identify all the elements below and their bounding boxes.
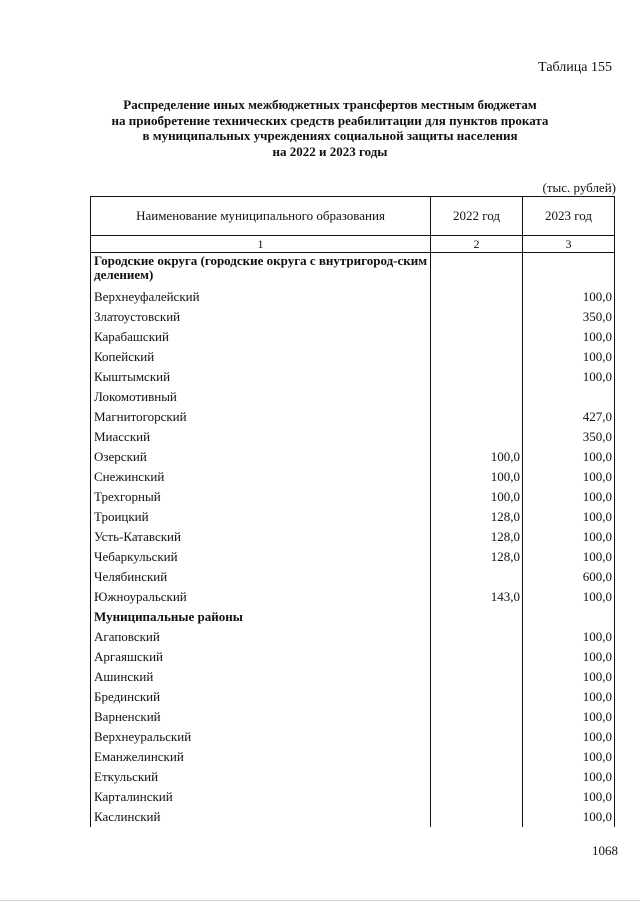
title-line-3: в муниципальных учреждениях социальной защиты населения bbox=[142, 128, 518, 143]
table-row bbox=[91, 627, 615, 647]
municipality-cell: Ашинский bbox=[91, 667, 431, 687]
value-2022-cell bbox=[431, 667, 523, 687]
value-2023-cell: 600,0 bbox=[523, 567, 615, 587]
value-2022-cell bbox=[431, 747, 523, 767]
value-2022-cell bbox=[431, 327, 523, 347]
group-header-row bbox=[91, 253, 615, 288]
municipality-cell: Верхнеуральский bbox=[91, 727, 431, 747]
table-row bbox=[91, 327, 615, 347]
title-line-1: Распределение иных межбюджетных трансфертов местным бюджетам bbox=[123, 97, 537, 112]
value-2022-cell bbox=[431, 647, 523, 667]
value-2022-cell bbox=[431, 707, 523, 727]
table-label: Таблица 155 bbox=[538, 60, 612, 75]
municipality-cell: Аргаяшский bbox=[91, 647, 431, 667]
table-row bbox=[91, 447, 615, 467]
municipality-cell: Златоустовский bbox=[91, 307, 431, 327]
table-row bbox=[91, 387, 615, 407]
value-2022-cell bbox=[431, 567, 523, 587]
municipality-cell: Еткульский bbox=[91, 767, 431, 787]
value-2022-cell bbox=[431, 807, 523, 827]
value-2022-cell: 100,0 bbox=[431, 447, 523, 467]
table-row bbox=[91, 667, 615, 687]
table-body bbox=[91, 253, 615, 828]
document-title bbox=[60, 97, 600, 159]
municipality-cell: Карталинский bbox=[91, 787, 431, 807]
table-row bbox=[91, 767, 615, 787]
value-2023-cell: 100,0 bbox=[523, 747, 615, 767]
value-2022-cell: 128,0 bbox=[431, 507, 523, 527]
table-row bbox=[91, 307, 615, 327]
municipality-cell: Челябинский bbox=[91, 567, 431, 587]
municipality-cell: Верхнеуфалейский bbox=[91, 287, 431, 307]
value-2023-cell: 100,0 bbox=[523, 367, 615, 387]
value-2023-cell: 100,0 bbox=[523, 467, 615, 487]
value-2022-cell: 128,0 bbox=[431, 547, 523, 567]
value-2023-cell: 100,0 bbox=[523, 627, 615, 647]
table-row bbox=[91, 287, 615, 307]
value-2023-cell: 100,0 bbox=[523, 327, 615, 347]
value-2023-cell: 350,0 bbox=[523, 307, 615, 327]
value-2022-cell bbox=[431, 347, 523, 367]
table-row bbox=[91, 507, 615, 527]
municipality-cell: Муниципальные районы bbox=[91, 607, 431, 627]
value-2023-cell: 100,0 bbox=[523, 447, 615, 467]
title-line-2: на приобретение технических средств реабилитации для пунктов проката bbox=[111, 112, 549, 128]
value-2022-cell bbox=[431, 387, 523, 407]
column-number: 2 bbox=[431, 236, 523, 253]
value-2023-cell: 350,0 bbox=[523, 427, 615, 447]
table-row bbox=[91, 427, 615, 447]
municipality-cell: Агаповский bbox=[91, 627, 431, 647]
value-2023-cell: 100,0 bbox=[523, 507, 615, 527]
value-2023-cell: 100,0 bbox=[523, 347, 615, 367]
value-2023-cell: 100,0 bbox=[523, 687, 615, 707]
value-2022-cell bbox=[431, 687, 523, 707]
value-2023-cell: 100,0 bbox=[523, 287, 615, 307]
table-row bbox=[91, 587, 615, 607]
table-row bbox=[91, 687, 615, 707]
header-row bbox=[91, 197, 615, 236]
municipality-cell: Еманжелинский bbox=[91, 747, 431, 767]
value-2022-cell: 100,0 bbox=[431, 467, 523, 487]
municipality-cell: Карабашский bbox=[91, 327, 431, 347]
table-row bbox=[91, 527, 615, 547]
value-2022-cell bbox=[431, 307, 523, 327]
value-2023-cell: 100,0 bbox=[523, 527, 615, 547]
table-row bbox=[91, 807, 615, 827]
value-2022-cell bbox=[431, 427, 523, 447]
municipality-cell: Копейский bbox=[91, 347, 431, 367]
table-row bbox=[91, 467, 615, 487]
value-2023-cell bbox=[523, 607, 615, 627]
value-2022-cell bbox=[431, 407, 523, 427]
header-2023: 2023 год bbox=[523, 197, 615, 236]
table-row bbox=[91, 567, 615, 587]
municipality-cell: Троицкий bbox=[91, 507, 431, 527]
municipality-cell: Снежинский bbox=[91, 467, 431, 487]
municipality-cell: Варненский bbox=[91, 707, 431, 727]
value-2022-cell bbox=[431, 787, 523, 807]
table-row bbox=[91, 367, 615, 387]
value-2022-cell bbox=[431, 727, 523, 747]
value-2023-cell bbox=[523, 253, 615, 288]
value-2023-cell: 100,0 bbox=[523, 807, 615, 827]
value-2022-cell bbox=[431, 627, 523, 647]
municipality-cell: Южноуральский bbox=[91, 587, 431, 607]
table-row bbox=[91, 407, 615, 427]
table-row bbox=[91, 487, 615, 507]
table-row bbox=[91, 727, 615, 747]
budget-table bbox=[90, 196, 615, 827]
value-2023-cell: 100,0 bbox=[523, 767, 615, 787]
page-number: 1068 bbox=[592, 843, 618, 858]
table-row bbox=[91, 747, 615, 767]
value-2022-cell bbox=[431, 607, 523, 627]
column-number-row bbox=[91, 236, 615, 253]
value-2022-cell: 100,0 bbox=[431, 487, 523, 507]
value-2023-cell: 427,0 bbox=[523, 407, 615, 427]
value-2023-cell: 100,0 bbox=[523, 787, 615, 807]
municipality-cell: Усть-Катавский bbox=[91, 527, 431, 547]
value-2022-cell: 128,0 bbox=[431, 527, 523, 547]
municipality-cell: Брединский bbox=[91, 687, 431, 707]
title-line-4: на 2022 и 2023 годы bbox=[272, 143, 388, 159]
value-2023-cell: 100,0 bbox=[523, 647, 615, 667]
header-2022: 2022 год bbox=[431, 197, 523, 236]
table-row bbox=[91, 787, 615, 807]
value-2022-cell bbox=[431, 287, 523, 307]
column-number: 1 bbox=[91, 236, 431, 253]
value-2023-cell: 100,0 bbox=[523, 707, 615, 727]
municipality-cell: Миасский bbox=[91, 427, 431, 447]
column-number: 3 bbox=[523, 236, 615, 253]
table-row bbox=[91, 647, 615, 667]
municipality-cell: Магнитогорский bbox=[91, 407, 431, 427]
value-2023-cell bbox=[523, 387, 615, 407]
units-label: (тыс. рублей) bbox=[542, 180, 616, 195]
group-header-row bbox=[91, 607, 615, 627]
value-2022-cell bbox=[431, 253, 523, 288]
municipality-cell: Локомотивный bbox=[91, 387, 431, 407]
municipality-cell: Городские округа (городские округа с внутригород-ским делением) bbox=[91, 253, 431, 288]
value-2023-cell: 100,0 bbox=[523, 547, 615, 567]
value-2022-cell: 143,0 bbox=[431, 587, 523, 607]
value-2023-cell: 100,0 bbox=[523, 587, 615, 607]
municipality-cell: Озерский bbox=[91, 447, 431, 467]
bottom-rule bbox=[0, 900, 640, 901]
municipality-cell: Чебаркульский bbox=[91, 547, 431, 567]
table-row bbox=[91, 547, 615, 567]
header-municipality: Наименование муниципального образования bbox=[91, 197, 431, 236]
municipality-cell: Каслинский bbox=[91, 807, 431, 827]
value-2023-cell: 100,0 bbox=[523, 667, 615, 687]
value-2022-cell bbox=[431, 367, 523, 387]
value-2023-cell: 100,0 bbox=[523, 487, 615, 507]
value-2022-cell bbox=[431, 767, 523, 787]
municipality-cell: Трехгорный bbox=[91, 487, 431, 507]
table-row bbox=[91, 707, 615, 727]
table-row bbox=[91, 347, 615, 367]
municipality-cell: Кыштымский bbox=[91, 367, 431, 387]
value-2023-cell: 100,0 bbox=[523, 727, 615, 747]
